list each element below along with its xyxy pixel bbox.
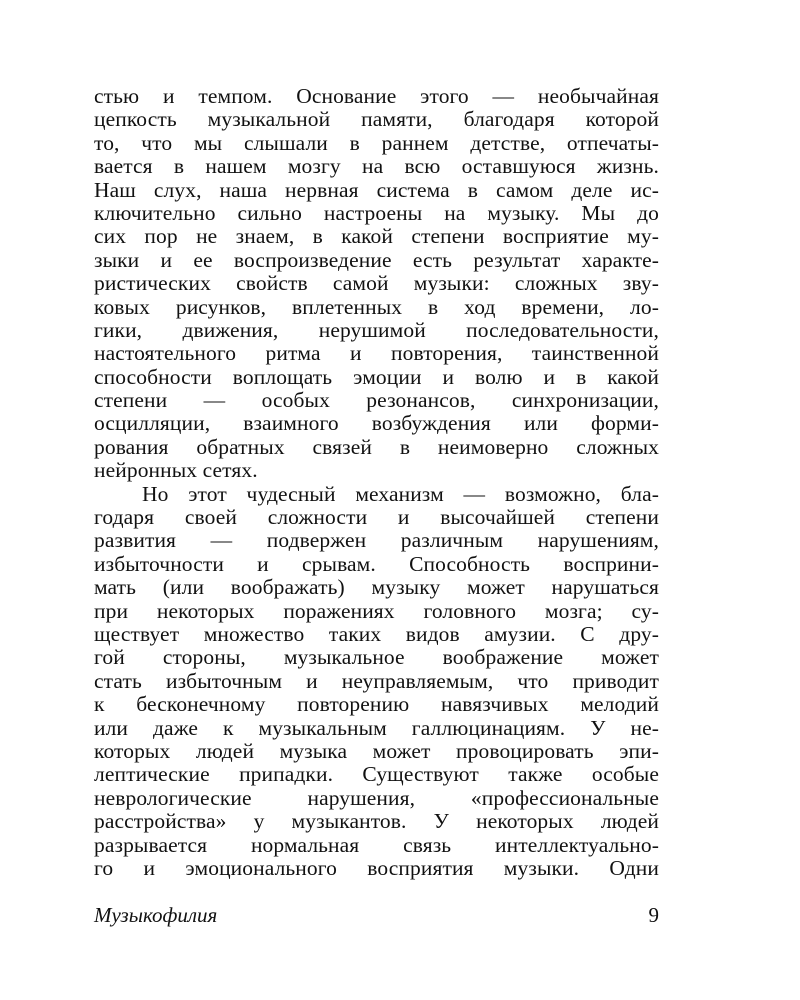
text-line: избыточности и срывам. Способность восприни- [94,551,659,576]
text-line: настоятельного ритма и повторения, таинственной [94,341,659,366]
text-line: гики, движения, нерушимой последовательности, [94,317,659,342]
body-text [94,85,659,880]
running-title: Музыкофилия [94,903,218,927]
text-line: осцилляции, взаимного возбуждения или форми- [94,411,659,436]
text-line: рования обратных связей в неимоверно сложных [94,434,659,459]
page-number: 9 [648,903,659,927]
page-footer [94,901,659,929]
text-line: ристических свойств самой музыки: сложных зву- [94,271,659,296]
text-line: которых людей музыка может провоцировать эпи- [94,738,659,763]
text-line: стью и темпом. Основание этого — необычайная [94,84,659,108]
text-line: Наш слух, наша нервная система в самом деле ис- [94,177,659,202]
text-line: неврологические нарушения, «профессиональные [94,785,659,810]
text-line: вается в нашем мозгу на всю оставшуюся жизнь. [94,154,659,179]
text-line: разрывается нормальная связь интеллектуально- [94,832,659,857]
text-line: стать избыточным и неуправляемым, что приводит [94,668,659,693]
text-line: ключительно сильно настроены на музыку. Мы до [94,200,659,225]
text-line: ковых рисунков, вплетенных в ход времени, ло- [94,294,659,319]
text-line: то, что мы слышали в раннем детстве, отпечаты- [94,130,659,155]
text-line: к бесконечному повторению навязчивых мелодий [94,692,659,717]
text-line: расстройства» у музыкантов. У некоторых людей [94,809,659,834]
text-line: при некоторых поражениях головного мозга; су- [94,598,659,623]
text-line: степени — особых резонансов, синхронизации, [94,388,659,413]
paragraph-end-line: нейронных сетях. [94,458,258,483]
text-line: сих пор не знаем, в какой степени восприятие му- [94,224,659,249]
text-line: цепкость музыкальной памяти, благодаря которой [94,107,659,132]
text-line: мать (или воображать) музыку может нарушаться [94,575,659,600]
text-line: гой стороны, музыкальное воображение может [94,645,659,670]
text-line: способности воплощать эмоции и волю и в какой [94,364,659,389]
text-line: ществует множество таких видов амузии. С дру- [94,621,659,646]
text-line: лептические припадки. Существуют также особые [94,762,659,787]
text-line: или даже к музыкальным галлюцинациям. У не- [94,715,659,740]
text-line: го и эмоционального восприятия музыки. Одни [94,855,659,880]
paragraph-start-line: Но этот чудесный механизм — возможно, бла- [142,481,659,506]
text-line: зыки и ее воспроизведение есть результат характе- [94,247,659,272]
text-line: годаря своей сложности и высочайшей степени [94,505,659,530]
text-line: развития — подвержен различным нарушениям, [94,528,659,553]
